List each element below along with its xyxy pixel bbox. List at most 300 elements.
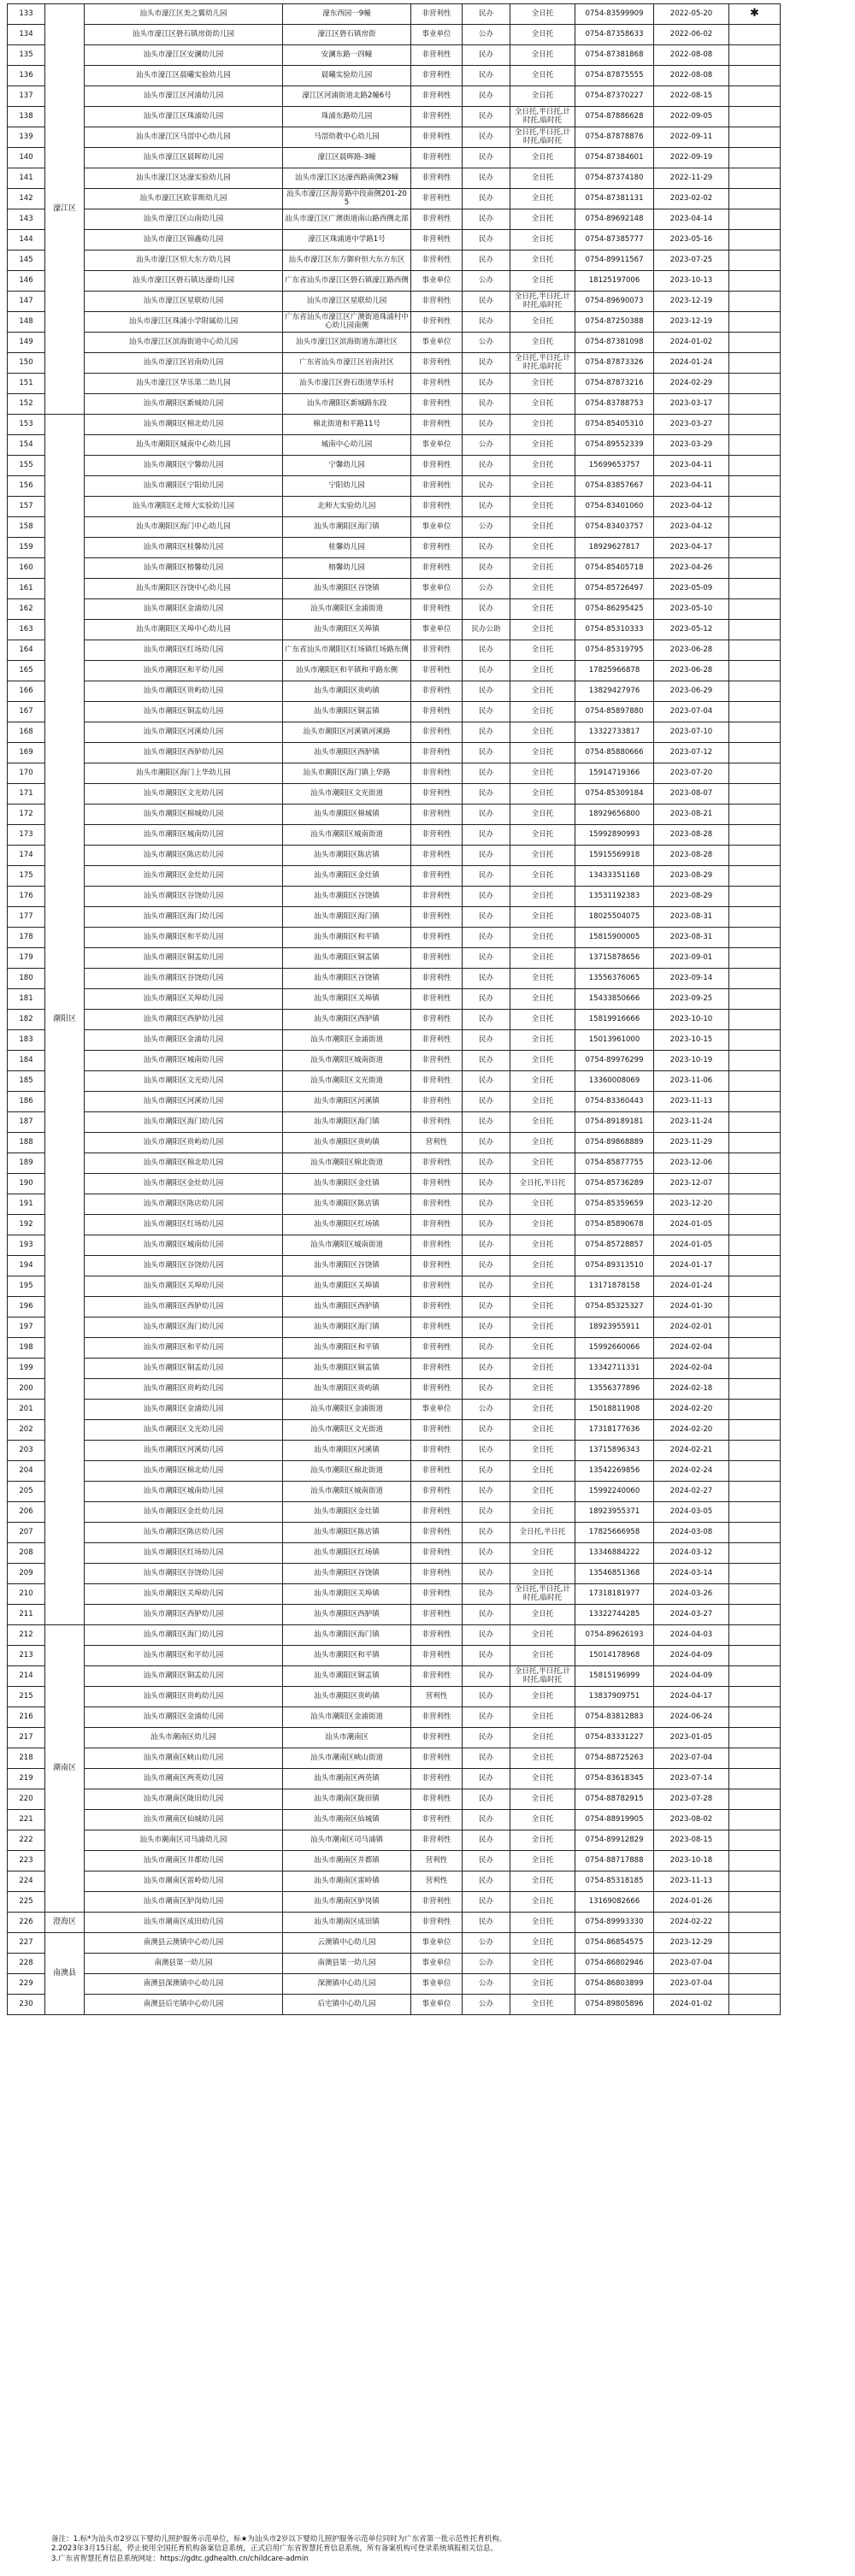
table-row [8,763,849,784]
cell-date: 2023-07-04 [654,702,729,722]
cell-date: 2023-11-24 [654,1112,729,1133]
cell-phone: 0754-87384601 [575,148,654,168]
cell-address: 宁阳幼儿园 [283,476,411,497]
cell-service: 全日托 [510,1092,575,1112]
cell-mark [729,394,781,415]
cell-serial: 214 [8,1666,45,1687]
cell-phone: 15819916666 [575,1010,654,1030]
cell-serial: 171 [8,784,45,805]
cell-nature: 民办 [463,1728,510,1748]
cell-serial: 196 [8,1297,45,1317]
cell-type: 非营利性 [411,887,463,907]
cell-address: 汕头市潮阳区金浦街道 [283,599,411,620]
cell-nature: 民办 [463,887,510,907]
cell-name: 汕头市濠江区珠浦小学附属幼儿园 [85,312,283,333]
cell-date: 2023-05-16 [654,230,729,251]
cell-address: 汕头市潮阳区贵屿镇 [283,1687,411,1707]
cell-serial: 142 [8,189,45,209]
cell-nature: 民办 [463,558,510,579]
cell-mark [729,1338,781,1359]
cell-name: 汕头市潮阳区关埠幼儿园 [85,989,283,1010]
cell-name: 汕头市潮南区雷岭幼儿园 [85,1872,283,1892]
cell-type: 非营利性 [411,86,463,107]
cell-serial: 180 [8,969,45,989]
cell-nature: 公办 [463,435,510,456]
cell-address: 汕头市潮阳区陈店镇 [283,1194,411,1215]
cell-service: 全日托 [510,1215,575,1235]
cell-type: 非营利性 [411,1030,463,1051]
cell-mark [729,107,781,127]
cell-address: 汕头市潮阳区金浦街道 [283,1707,411,1728]
cell-type: 非营利性 [411,558,463,579]
table-row [8,866,849,887]
cell-date: 2023-06-28 [654,661,729,681]
cell-address: 汕头市潮阳区和平镇 [283,1338,411,1359]
cell-mark [729,1461,781,1482]
cell-name: 汕头市潮阳区海门幼儿园 [85,907,283,928]
cell-type: 非营利性 [411,476,463,497]
cell-nature: 民办 [463,1153,510,1174]
cell-nature: 民办 [463,209,510,230]
cell-nature: 民办 [463,1441,510,1461]
table-row [8,989,849,1010]
cell-phone: 0754-85890678 [575,1215,654,1235]
cell-mark [729,1441,781,1461]
footnote [51,2535,821,2564]
cell-service: 全日托 [510,620,575,640]
cell-mark [729,538,781,558]
cell-name: 汕头市潮阳区海门幼儿园 [85,1625,283,1646]
cell-date: 2023-10-13 [654,271,729,292]
cell-date: 2024-01-26 [654,1892,729,1913]
cell-mark [729,1933,781,1954]
cell-serial: 166 [8,681,45,702]
cell-serial: 197 [8,1317,45,1338]
cell-address: 汕头市潮阳区铜盂镇 [283,1359,411,1379]
cell-type: 非营利性 [411,538,463,558]
cell-serial: 212 [8,1625,45,1646]
cell-address: 濠江区礐石镇房街 [283,25,411,45]
cell-phone: 13837909751 [575,1687,654,1707]
cell-nature: 民办 [463,230,510,251]
table-row [8,1112,849,1133]
cell-date: 2023-12-07 [654,1174,729,1194]
cell-phone: 0754-85325327 [575,1297,654,1317]
cell-phone: 15992240060 [575,1482,654,1502]
cell-serial: 139 [8,127,45,148]
cell-date: 2024-02-01 [654,1317,729,1338]
cell-service: 全日托 [510,1256,575,1276]
cell-date: 2023-08-02 [654,1810,729,1830]
cell-name: 汕头市潮阳区贵屿幼儿园 [85,1133,283,1153]
cell-date: 2022-11-29 [654,168,729,189]
cell-service: 全日托 [510,1071,575,1092]
cell-service: 全日托 [510,1235,575,1256]
table-row [8,1789,849,1810]
cell-nature: 公办 [463,25,510,45]
cell-date: 2023-04-11 [654,476,729,497]
table-row [8,1461,849,1482]
cell-service: 全日托 [510,538,575,558]
table-row [8,189,849,209]
table-row [8,805,849,825]
cell-mark [729,1995,781,2015]
cell-address: 汕头市潮阳区海门镇 [283,907,411,928]
cell-service: 全日托 [510,189,575,209]
cell-service: 全日托 [510,1194,575,1215]
cell-nature: 民办 [463,1482,510,1502]
cell-phone: 13556377896 [575,1379,654,1400]
cell-service: 全日托 [510,1051,575,1071]
cell-date: 2024-02-21 [654,1441,729,1461]
table-row [8,1748,849,1769]
cell-service: 全日托 [510,1687,575,1707]
cell-mark [729,1564,781,1584]
cell-serial: 147 [8,292,45,312]
table-row [8,825,849,846]
cell-name: 汕头市潮阳区红场幼儿园 [85,1215,283,1235]
cell-name: 汕头市潮阳区海门幼儿园 [85,1317,283,1338]
cell-type: 非营利性 [411,969,463,989]
cell-serial: 145 [8,251,45,271]
cell-phone: 15013961000 [575,1030,654,1051]
cell-phone: 0754-83360443 [575,1092,654,1112]
cell-service: 全日托,半日托,计时托,临时托 [510,107,575,127]
cell-nature: 民办 [463,415,510,435]
table-row [8,887,849,907]
cell-nature: 民办 [463,1071,510,1092]
cell-phone: 0754-89189181 [575,1112,654,1133]
cell-address: 马滘幼教中心幼儿园 [283,127,411,148]
cell-serial: 137 [8,86,45,107]
cell-mark [729,127,781,148]
cell-mark [729,333,781,353]
cell-type: 事业单位 [411,1954,463,1974]
nursery-registry-table [7,3,849,2015]
cell-mark [729,1276,781,1297]
table-row [8,661,849,681]
cell-mark [729,1728,781,1748]
table-row [8,353,849,374]
cell-nature: 民办 [463,1420,510,1441]
cell-phone: 0754-89912829 [575,1830,654,1851]
cell-district: 潮南区 [45,1625,85,1913]
cell-name: 汕头市潮阳区铜盂幼儿园 [85,702,283,722]
cell-serial: 173 [8,825,45,846]
cell-name: 汕头市潮阳区金浦幼儿园 [85,1030,283,1051]
cell-date: 2024-02-20 [654,1400,729,1420]
cell-name: 汕头市潮阳区河溪幼儿园 [85,1092,283,1112]
cell-address: 汕头市潮阳区西胪镇 [283,1010,411,1030]
cell-nature: 公办 [463,579,510,599]
cell-phone: 15815196999 [575,1666,654,1687]
cell-service: 全日托 [510,394,575,415]
cell-name: 汕头市濠江区安澜幼儿园 [85,45,283,66]
cell-serial: 200 [8,1379,45,1400]
cell-mark [729,989,781,1010]
table-row [8,45,849,66]
cell-phone: 0754-87374180 [575,168,654,189]
cell-name: 汕头市濠江区晨曦实验幼儿园 [85,66,283,86]
cell-mark [729,866,781,887]
cell-service: 全日托 [510,1892,575,1913]
cell-service: 全日托 [510,948,575,969]
cell-phone: 0754-83857667 [575,476,654,497]
cell-mark [729,1174,781,1194]
cell-nature: 民办 [463,989,510,1010]
cell-date: 2024-03-08 [654,1523,729,1543]
cell-mark [729,1297,781,1317]
cell-mark [729,45,781,66]
cell-mark [729,1666,781,1687]
cell-type: 非营利性 [411,1297,463,1317]
cell-name: 汕头市濠江区华乐第二幼儿园 [85,374,283,394]
cell-address: 汕头市潮阳区铜盂镇 [283,1666,411,1687]
cell-date: 2024-03-26 [654,1584,729,1605]
cell-mark [729,517,781,538]
table-row [8,1605,849,1625]
cell-address: 南澳县第一幼儿园 [283,1954,411,1974]
cell-phone: 0754-83331227 [575,1728,654,1748]
table-row [8,1338,849,1359]
cell-name: 汕头市潮南区仙城幼儿园 [85,1810,283,1830]
cell-serial: 170 [8,763,45,784]
cell-name: 南澳县第一幼儿园 [85,1954,283,1974]
cell-date: 2023-08-28 [654,846,729,866]
cell-address: 汕头市濠江区星联幼儿园 [283,292,411,312]
table-row [8,538,849,558]
cell-phone: 0754-87370227 [575,86,654,107]
cell-nature: 民办 [463,312,510,333]
cell-date: 2024-04-09 [654,1666,729,1687]
cell-serial: 168 [8,722,45,743]
cell-phone: 0754-85880666 [575,743,654,763]
cell-serial: 160 [8,558,45,579]
cell-date: 2023-08-07 [654,784,729,805]
cell-phone: 0754-89313510 [575,1256,654,1276]
cell-serial: 151 [8,374,45,394]
cell-serial: 207 [8,1523,45,1543]
cell-name: 汕头市潮阳区关埠幼儿园 [85,1276,283,1297]
cell-address: 汕头市潮阳区关埠镇 [283,1276,411,1297]
cell-serial: 187 [8,1112,45,1133]
cell-address: 濠东西园一9幢 [283,4,411,25]
cell-date: 2023-12-19 [654,292,729,312]
cell-date: 2023-08-31 [654,907,729,928]
cell-type: 非营利性 [411,4,463,25]
cell-type: 事业单位 [411,1400,463,1420]
cell-date: 2023-11-06 [654,1071,729,1092]
cell-date: 2023-07-12 [654,743,729,763]
cell-nature: 民办 [463,1789,510,1810]
cell-serial: 230 [8,1995,45,2015]
cell-nature: 民办 [463,825,510,846]
cell-name: 汕头市濠江区滨海街道中心幼儿园 [85,333,283,353]
cell-date: 2023-08-21 [654,805,729,825]
cell-serial: 193 [8,1235,45,1256]
cell-phone: 15699653757 [575,456,654,476]
cell-name: 汕头市濠江区恒大东方幼儿园 [85,251,283,271]
cell-phone: 13829427976 [575,681,654,702]
cell-type: 非营利性 [411,1789,463,1810]
table-row [8,1913,849,1933]
cell-service: 全日托 [510,230,575,251]
cell-address: 汕头市潮阳区陈店镇 [283,846,411,866]
cell-date: 2024-04-17 [654,1687,729,1707]
cell-serial: 219 [8,1769,45,1789]
cell-serial: 227 [8,1933,45,1954]
cell-nature: 民办 [463,1317,510,1338]
cell-address: 汕头市潮阳区谷饶镇 [283,1256,411,1276]
cell-serial: 188 [8,1133,45,1153]
cell-type: 非营利性 [411,1810,463,1830]
cell-mark [729,1051,781,1071]
cell-address: 桂馨幼儿园 [283,538,411,558]
cell-date: 2023-04-17 [654,538,729,558]
cell-mark [729,1584,781,1605]
cell-serial: 179 [8,948,45,969]
footnote-line-3: 3.广东省智慧托育信息系统网址：https://gdtc.gdhealth.cn/childcare-admin [51,2554,309,2563]
cell-serial: 163 [8,620,45,640]
cell-district: 南澳县 [45,1933,85,2015]
cell-mark [729,1913,781,1933]
table-row [8,333,849,353]
cell-service: 全日托 [510,784,575,805]
cell-service: 全日托 [510,497,575,517]
cell-type: 非营利性 [411,251,463,271]
cell-nature: 民办 [463,1584,510,1605]
cell-phone: 0754-88782915 [575,1789,654,1810]
cell-service: 全日托 [510,1646,575,1666]
cell-address: 北师大实验幼儿园 [283,497,411,517]
cell-date: 2022-08-08 [654,66,729,86]
cell-mark [729,353,781,374]
cell-address: 汕头市潮阳区关埠镇 [283,1584,411,1605]
cell-name: 汕头市潮阳区河溪幼儿园 [85,1441,283,1461]
cell-service: 全日托 [510,1872,575,1892]
cell-name: 汕头市潮阳区铜盂幼儿园 [85,1666,283,1687]
cell-date: 2023-07-10 [654,722,729,743]
cell-address: 汕头市潮阳区海门镇 [283,1317,411,1338]
cell-mark [729,763,781,784]
cell-address: 汕头市濠江区达濠西路南侧23幢 [283,168,411,189]
cell-address: 汕头市潮阳区棉城镇 [283,805,411,825]
cell-mark [729,1810,781,1830]
cell-mark [729,825,781,846]
table-row [8,907,849,928]
cell-nature: 民办 [463,805,510,825]
cell-serial: 191 [8,1194,45,1215]
cell-service: 全日托 [510,209,575,230]
cell-name: 汕头市潮阳区谷饶中心幼儿园 [85,579,283,599]
cell-phone: 17318181977 [575,1584,654,1605]
cell-nature: 公办 [463,517,510,538]
cell-name: 汕头市潮阳区陈店幼儿园 [85,846,283,866]
cell-service: 全日托 [510,168,575,189]
cell-serial: 152 [8,394,45,415]
cell-date: 2024-02-18 [654,1379,729,1400]
cell-phone: 0754-89993330 [575,1913,654,1933]
cell-nature: 民办 [463,1461,510,1482]
cell-service: 全日托 [510,1400,575,1420]
cell-type: 非营利性 [411,1707,463,1728]
cell-mark [729,887,781,907]
cell-type: 事业单位 [411,435,463,456]
cell-mark [729,1359,781,1379]
cell-address: 汕头市潮阳区陈店镇 [283,1523,411,1543]
cell-service: 全日托 [510,1913,575,1933]
cell-type: 非营利性 [411,1051,463,1071]
table-row [8,127,849,148]
cell-serial: 228 [8,1954,45,1974]
table-row [8,251,849,271]
cell-phone: 0754-85310333 [575,620,654,640]
table-row [8,86,849,107]
cell-service: 全日托 [510,702,575,722]
cell-address: 汕头市潮阳区谷饶镇 [283,579,411,599]
cell-service: 全日托 [510,1564,575,1584]
cell-serial: 154 [8,435,45,456]
cell-mark [729,292,781,312]
cell-date: 2024-03-05 [654,1502,729,1523]
cell-mark [729,168,781,189]
cell-type: 非营利性 [411,1605,463,1625]
cell-type: 非营利性 [411,1892,463,1913]
cell-address: 汕头市潮阳区棉北街道 [283,1153,411,1174]
table-row [8,271,849,292]
cell-phone: 13542269856 [575,1461,654,1482]
cell-mark [729,25,781,45]
cell-serial: 158 [8,517,45,538]
cell-mark [729,1543,781,1564]
cell-type: 非营利性 [411,1153,463,1174]
cell-mark [729,1092,781,1112]
cell-service: 全日托 [510,1297,575,1317]
cell-service: 全日托 [510,1010,575,1030]
cell-type: 事业单位 [411,579,463,599]
cell-address: 汕头市潮阳区城南街道 [283,1235,411,1256]
cell-mark [729,189,781,209]
cell-date: 2023-07-14 [654,1769,729,1789]
table-row [8,1092,849,1112]
cell-serial: 155 [8,456,45,476]
cell-service: 全日托 [510,1379,575,1400]
table-row [8,456,849,476]
cell-service: 全日托 [510,1543,575,1564]
cell-nature: 民办 [463,928,510,948]
cell-serial: 211 [8,1605,45,1625]
table-row [8,1276,849,1297]
cell-service: 全日托 [510,640,575,661]
cell-date: 2024-01-30 [654,1297,729,1317]
cell-name: 汕头市濠江区礐石镇达濠幼儿园 [85,271,283,292]
cell-date: 2022-09-19 [654,148,729,168]
cell-date: 2023-08-15 [654,1830,729,1851]
cell-date: 2024-02-04 [654,1338,729,1359]
cell-name: 汕头市潮阳区城南中心幼儿园 [85,435,283,456]
cell-type: 非营利性 [411,1584,463,1605]
cell-service: 全日托 [510,251,575,271]
cell-date: 2023-03-29 [654,435,729,456]
cell-type: 非营利性 [411,1646,463,1666]
cell-date: 2024-03-27 [654,1605,729,1625]
cell-name: 汕头市濠江区礐石镇房街幼儿园 [85,25,283,45]
cell-serial: 224 [8,1872,45,1892]
cell-service: 全日托 [510,25,575,45]
cell-mark [729,271,781,292]
cell-address: 汕头市潮阳区金灶镇 [283,866,411,887]
cell-serial: 161 [8,579,45,599]
